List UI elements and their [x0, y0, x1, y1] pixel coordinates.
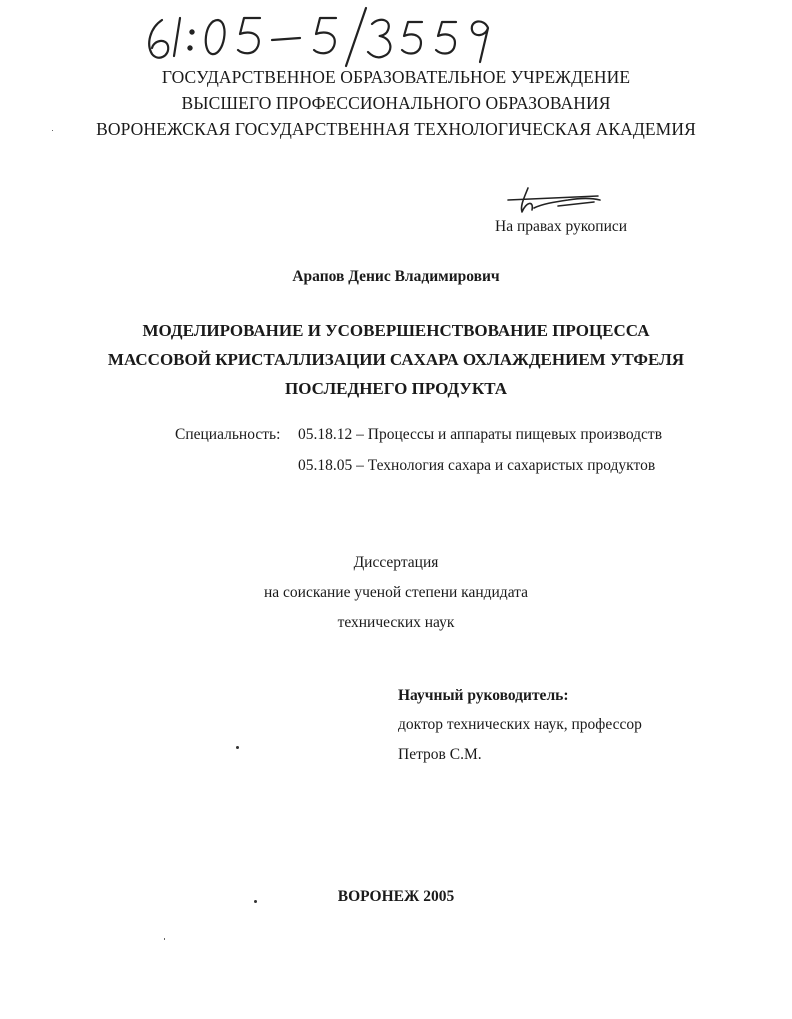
title-line-3: ПОСЛЕДНЕГО ПРОДУКТА — [285, 379, 507, 398]
dissertation-line-2: на соискание ученой степени кандидата — [263, 584, 529, 601]
signature — [498, 180, 608, 220]
dissertation-type — [0, 548, 792, 638]
scan-speck — [254, 900, 257, 903]
specialty-label: Специальность: — [175, 426, 281, 443]
institution-line-2: ВЫСШЕГО ПРОФЕССИОНАЛЬНОГО ОБРАЗОВАНИЯ — [181, 93, 611, 113]
specialty-item: 05.18.12 – Процессы и аппараты пищевых производств — [298, 426, 663, 443]
advisor-name: Петров С.М. — [398, 746, 482, 763]
institution-line-3: ВОРОНЕЖСКАЯ ГОСУДАРСТВЕННАЯ ТЕХНОЛОГИЧЕСКАЯ АКАДЕМИЯ — [96, 119, 696, 139]
author-name: Арапов Денис Владимирович — [292, 268, 500, 285]
city-year: ВОРОНЕЖ 2005 — [337, 888, 455, 905]
institution-line-1: ГОСУДАРСТВЕННОЕ ОБРАЗОВАТЕЛЬНОЕ УЧРЕЖДЕНИЕ — [161, 67, 631, 87]
title-line-2: МАССОВОЙ КРИСТАЛЛИЗАЦИИ САХАРА ОХЛАЖДЕНИЕМ УТФЕЛЯ — [107, 350, 685, 369]
dissertation-title — [0, 316, 792, 403]
scan-speck — [52, 130, 53, 131]
dissertation-line-3: технических наук — [337, 614, 455, 631]
scan-speck — [236, 746, 239, 749]
institution-header — [0, 64, 792, 142]
specialty-item: 05.18.05 – Технология сахара и сахаристых продуктов — [298, 457, 656, 474]
title-line-1: МОДЕЛИРОВАНИЕ И УСОВЕРШЕНСТВОВАНИЕ ПРОЦЕССА — [142, 321, 650, 340]
advisor-heading: Научный руководитель: — [398, 687, 569, 704]
scan-speck — [164, 938, 165, 940]
dissertation-line-1: Диссертация — [353, 554, 439, 571]
advisor-degree: доктор технических наук, профессор — [398, 716, 642, 733]
manuscript-note: На правах рукописи — [495, 218, 628, 235]
handwritten-catalog-number — [140, 6, 500, 68]
